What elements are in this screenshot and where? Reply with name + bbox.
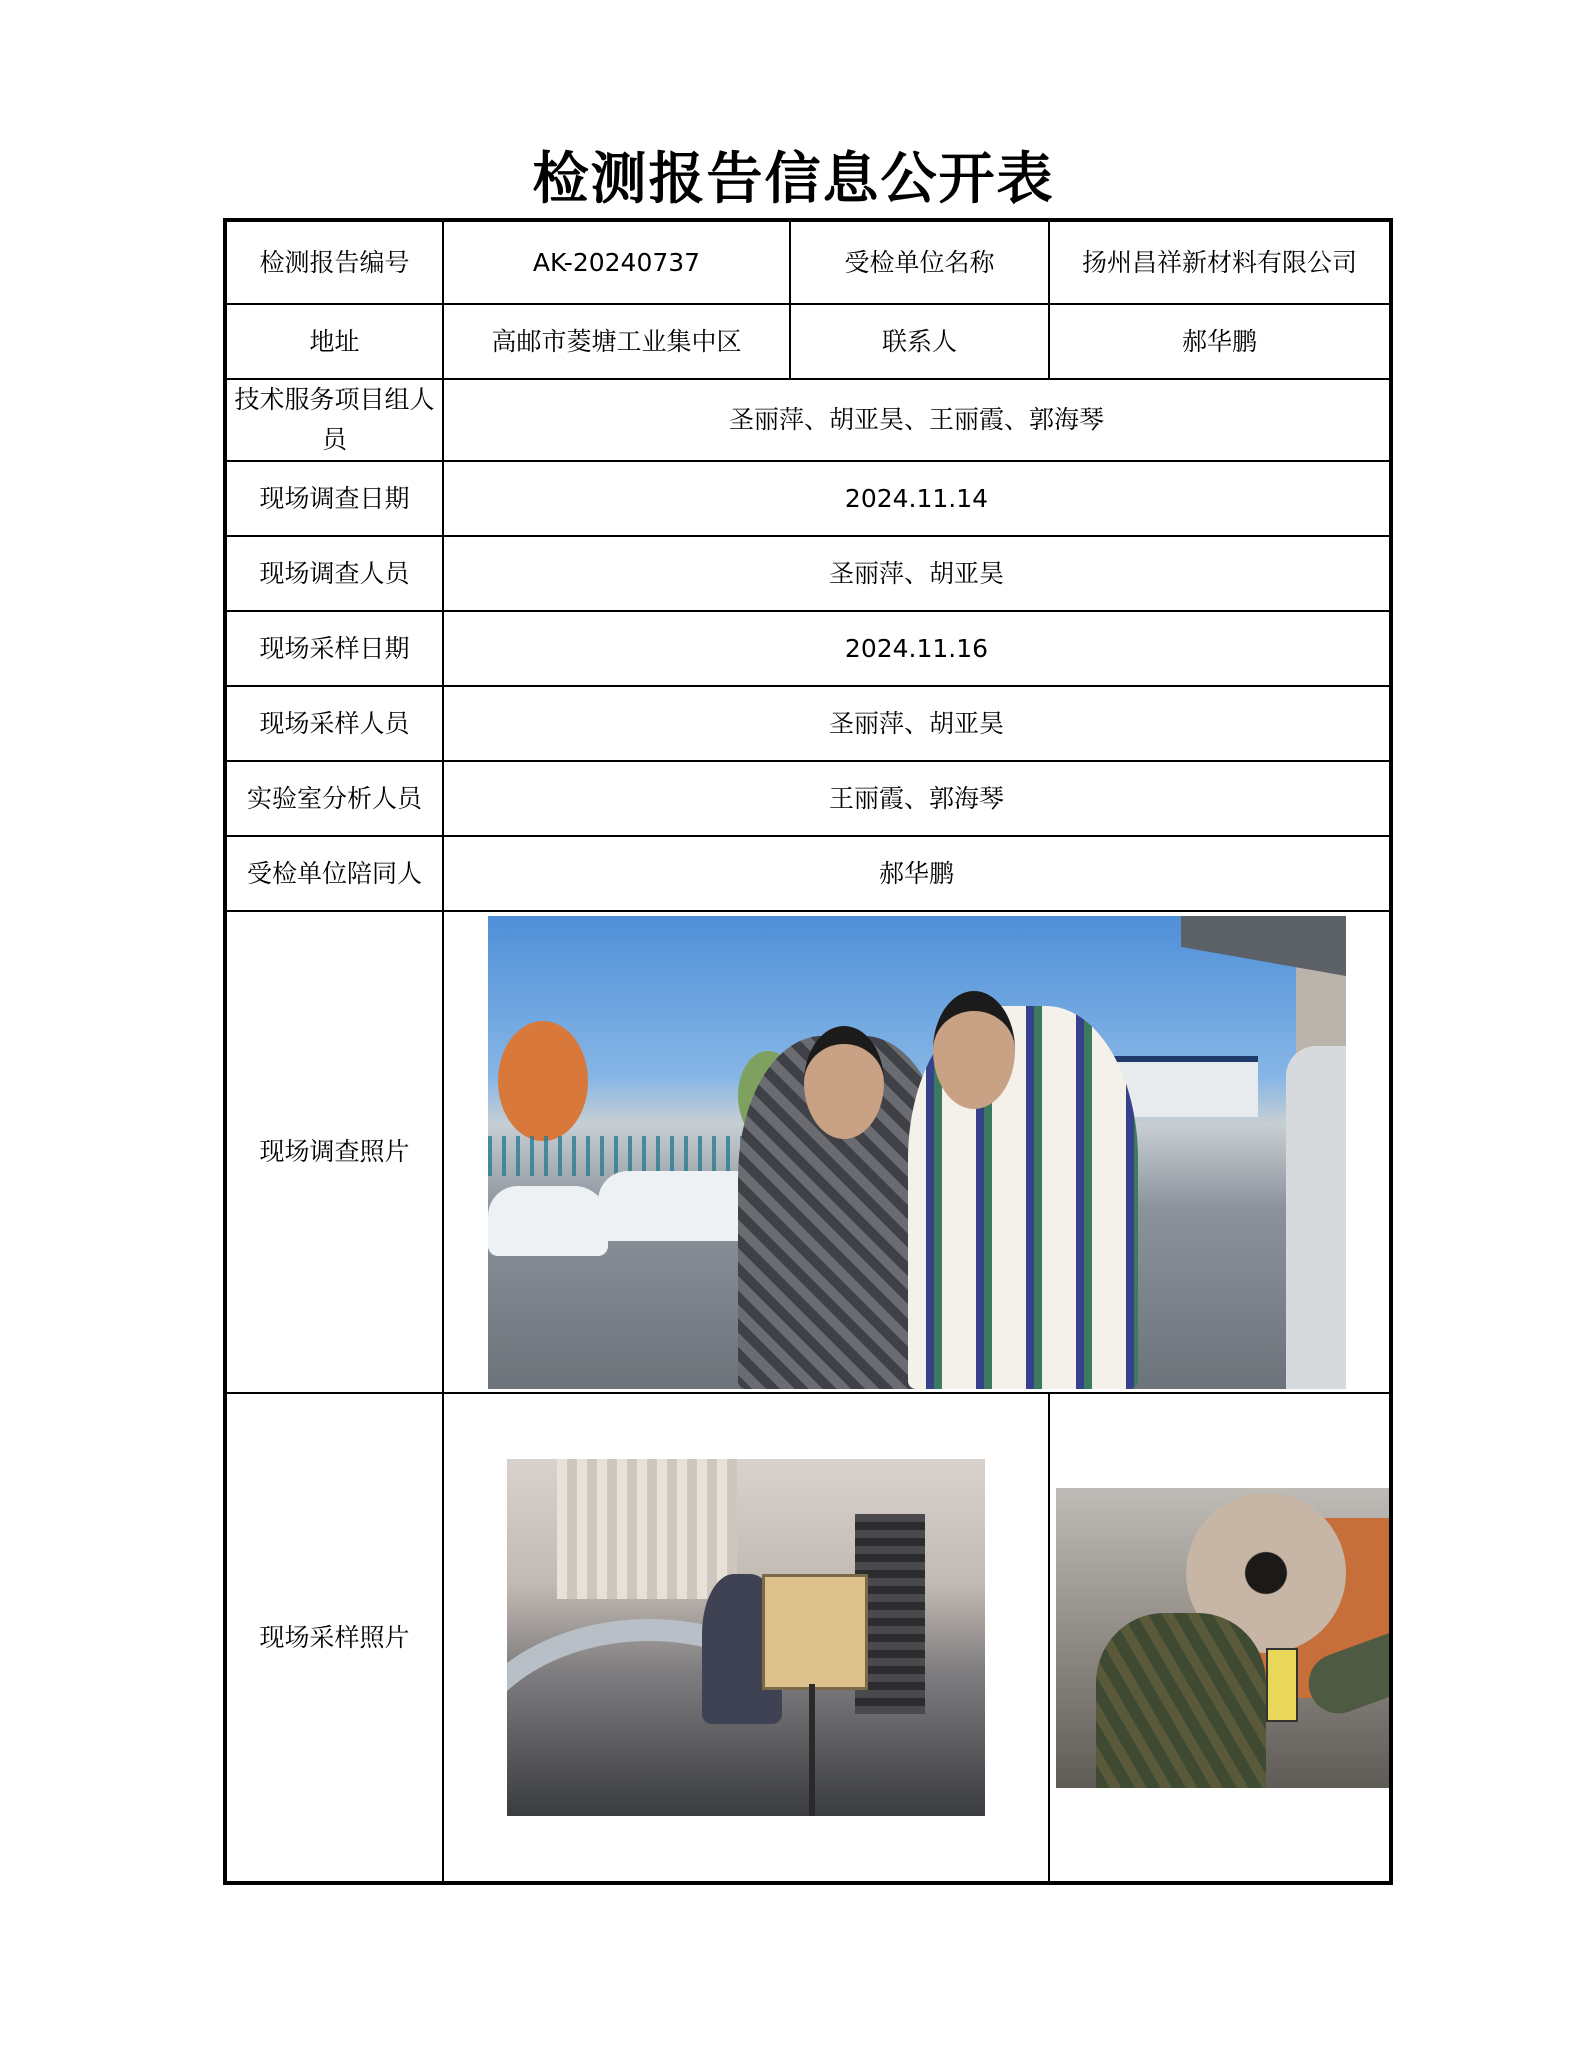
- value-survey-staff: 圣丽萍、胡亚昊: [443, 536, 1391, 611]
- person-shape: [1096, 1613, 1266, 1788]
- sampling-photo-cell-2: [1049, 1393, 1391, 1883]
- table-row: [225, 686, 1391, 761]
- table-row: [225, 761, 1391, 836]
- label-team: 技术服务项目组人员: [225, 379, 443, 461]
- sampling-photo-cell-1: [443, 1393, 1049, 1883]
- label-sampling-photo: 现场采样照片: [225, 1393, 443, 1883]
- value-address: 高邮市菱塘工业集中区: [443, 304, 790, 379]
- table-row: [225, 1393, 1391, 1883]
- value-team: 圣丽萍、胡亚昊、王丽霞、郭海琴: [443, 379, 1391, 461]
- curtain-shape: [557, 1459, 737, 1599]
- vehicle-shape: [1286, 1046, 1346, 1389]
- table-row: [225, 611, 1391, 686]
- label-survey-date: 现场调查日期: [225, 461, 443, 536]
- page-title: 检测报告信息公开表: [532, 147, 1055, 212]
- table-row: [225, 836, 1391, 911]
- awning-shape: [1181, 916, 1346, 976]
- label-sampling-date: 现场采样日期: [225, 611, 443, 686]
- sound-meter-shape: [1266, 1648, 1298, 1722]
- survey-photo: [488, 916, 1346, 1389]
- survey-photo-cell: [443, 911, 1391, 1393]
- value-report-no: AK-20240737: [443, 220, 790, 304]
- label-escort: 受检单位陪同人: [225, 836, 443, 911]
- value-escort: 郝华鹏: [443, 836, 1391, 911]
- value-sampling-date: 2024.11.16: [443, 611, 1391, 686]
- sampling-photo-1: [507, 1459, 985, 1816]
- table-row: [225, 536, 1391, 611]
- label-report-no: 检测报告编号: [225, 220, 443, 304]
- value-sampling-staff: 圣丽萍、胡亚昊: [443, 686, 1391, 761]
- table-row: [225, 304, 1391, 379]
- head-shape: [933, 991, 1015, 1109]
- label-unit-name: 受检单位名称: [790, 220, 1049, 304]
- label-lab-staff: 实验室分析人员: [225, 761, 443, 836]
- table-row: [225, 220, 1391, 304]
- table-row: [225, 461, 1391, 536]
- label-address: 地址: [225, 304, 443, 379]
- sampler-box-shape: [762, 1574, 868, 1690]
- table-row: [225, 379, 1391, 461]
- value-survey-date: 2024.11.14: [443, 461, 1391, 536]
- tree-shape: [498, 1021, 588, 1141]
- sampling-photo-2: [1056, 1488, 1391, 1788]
- label-sampling-staff: 现场采样人员: [225, 686, 443, 761]
- car-shape: [488, 1186, 608, 1256]
- value-contact: 郝华鹏: [1049, 304, 1391, 379]
- head-shape: [804, 1026, 884, 1139]
- value-lab-staff: 王丽霞、郭海琴: [443, 761, 1391, 836]
- tripod-shape: [772, 1684, 852, 1816]
- label-contact: 联系人: [790, 304, 1049, 379]
- table-row: [225, 911, 1391, 1393]
- report-table: [223, 218, 1393, 1885]
- value-unit-name: 扬州昌祥新材料有限公司: [1049, 220, 1391, 304]
- label-survey-photo: 现场调查照片: [225, 911, 443, 1393]
- label-survey-staff: 现场调查人员: [225, 536, 443, 611]
